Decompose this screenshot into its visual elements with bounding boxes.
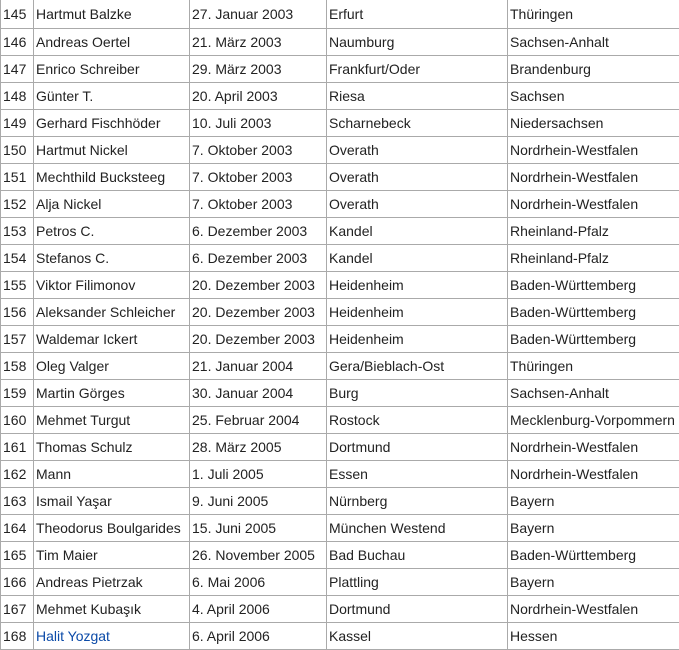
table-row (1, 380, 679, 407)
table-row (1, 326, 679, 353)
place-cell: Dortmund (327, 434, 508, 461)
place-cell: Dortmund (327, 596, 508, 623)
place-cell: Overath (327, 164, 508, 191)
name-cell: Mehmet Turgut (34, 407, 190, 434)
state-cell: Bayern (508, 569, 679, 596)
row-number-cell: 167 (1, 596, 34, 623)
row-number-cell: 155 (1, 272, 34, 299)
table-row (1, 29, 679, 56)
date-cell: 6. Mai 2006 (190, 569, 327, 596)
state-cell: Rheinland-Pfalz (508, 245, 679, 272)
table-row (1, 542, 679, 569)
name-cell: Aleksander Schleicher (34, 299, 190, 326)
name-cell: Ismail Yaşar (34, 488, 190, 515)
state-cell: Thüringen (508, 0, 679, 29)
table-row (1, 596, 679, 623)
place-cell: Overath (327, 137, 508, 164)
row-number-cell: 158 (1, 353, 34, 380)
name-cell: Petros C. (34, 218, 190, 245)
state-cell: Sachsen (508, 83, 679, 110)
row-number-cell: 160 (1, 407, 34, 434)
row-number-cell: 168 (1, 623, 34, 650)
name-cell: Andreas Pietrzak (34, 569, 190, 596)
state-cell: Mecklenburg-Vorpommern (508, 407, 679, 434)
table-row (1, 353, 679, 380)
date-cell: 10. Juli 2003 (190, 110, 327, 137)
date-cell: 20. Dezember 2003 (190, 326, 327, 353)
name-cell: Stefanos C. (34, 245, 190, 272)
state-cell: Baden-Württemberg (508, 272, 679, 299)
name-cell: Waldemar Ickert (34, 326, 190, 353)
place-cell: München Westend (327, 515, 508, 542)
place-cell: Kandel (327, 245, 508, 272)
date-cell: 20. Dezember 2003 (190, 272, 327, 299)
state-cell: Nordrhein-Westfalen (508, 596, 679, 623)
place-cell: Heidenheim (327, 299, 508, 326)
place-cell: Bad Buchau (327, 542, 508, 569)
date-cell: 6. Dezember 2003 (190, 245, 327, 272)
row-number-cell: 163 (1, 488, 34, 515)
name-cell: Enrico Schreiber (34, 56, 190, 83)
place-cell: Overath (327, 191, 508, 218)
place-cell: Kandel (327, 218, 508, 245)
place-cell: Scharnebeck (327, 110, 508, 137)
name-cell: Günter T. (34, 83, 190, 110)
row-number-cell: 149 (1, 110, 34, 137)
date-cell: 20. April 2003 (190, 83, 327, 110)
state-cell: Brandenburg (508, 56, 679, 83)
place-cell: Heidenheim (327, 272, 508, 299)
row-number-cell: 157 (1, 326, 34, 353)
state-cell: Baden-Württemberg (508, 326, 679, 353)
table-row (1, 56, 679, 83)
date-cell: 30. Januar 2004 (190, 380, 327, 407)
name-cell: Alja Nickel (34, 191, 190, 218)
date-cell: 27. Januar 2003 (190, 0, 327, 29)
date-cell: 25. Februar 2004 (190, 407, 327, 434)
row-number-cell: 151 (1, 164, 34, 191)
date-cell: 26. November 2005 (190, 542, 327, 569)
row-number-cell: 153 (1, 218, 34, 245)
state-cell: Nordrhein-Westfalen (508, 164, 679, 191)
state-cell: Baden-Württemberg (508, 542, 679, 569)
state-cell: Sachsen-Anhalt (508, 380, 679, 407)
state-cell: Nordrhein-Westfalen (508, 191, 679, 218)
state-cell: Baden-Württemberg (508, 299, 679, 326)
date-cell: 29. März 2003 (190, 56, 327, 83)
table-row (1, 191, 679, 218)
row-number-cell: 161 (1, 434, 34, 461)
row-number-cell: 145 (1, 0, 34, 29)
state-cell: Nordrhein-Westfalen (508, 434, 679, 461)
state-cell: Thüringen (508, 353, 679, 380)
name-cell (34, 623, 190, 650)
date-cell: 15. Juni 2005 (190, 515, 327, 542)
name-cell: Mann (34, 461, 190, 488)
name-cell: Oleg Valger (34, 353, 190, 380)
place-cell: Naumburg (327, 29, 508, 56)
name-link[interactable]: Halit Yozgat (36, 628, 110, 644)
row-number-cell: 148 (1, 83, 34, 110)
table-row (1, 0, 679, 29)
state-cell: Sachsen-Anhalt (508, 29, 679, 56)
state-cell: Rheinland-Pfalz (508, 218, 679, 245)
table-body (1, 0, 679, 650)
table-row (1, 515, 679, 542)
name-cell: Viktor Filimonov (34, 272, 190, 299)
date-cell: 21. Januar 2004 (190, 353, 327, 380)
place-cell: Riesa (327, 83, 508, 110)
name-cell: Tim Maier (34, 542, 190, 569)
name-cell: Mechthild Bucksteeg (34, 164, 190, 191)
table-row (1, 488, 679, 515)
table-row (1, 434, 679, 461)
date-cell: 6. Dezember 2003 (190, 218, 327, 245)
table-row (1, 83, 679, 110)
date-cell: 6. April 2006 (190, 623, 327, 650)
state-cell: Hessen (508, 623, 679, 650)
name-cell: Thomas Schulz (34, 434, 190, 461)
date-cell: 1. Juli 2005 (190, 461, 327, 488)
table-row (1, 137, 679, 164)
table-row (1, 164, 679, 191)
place-cell: Gera/Bieblach-Ost (327, 353, 508, 380)
name-cell: Hartmut Balzke (34, 0, 190, 29)
row-number-cell: 164 (1, 515, 34, 542)
name-cell: Mehmet Kubaşık (34, 596, 190, 623)
table-row (1, 272, 679, 299)
name-cell: Andreas Oertel (34, 29, 190, 56)
table-row (1, 245, 679, 272)
table-row (1, 461, 679, 488)
row-number-cell: 154 (1, 245, 34, 272)
date-cell: 28. März 2005 (190, 434, 327, 461)
name-cell: Theodorus Boulgarides (34, 515, 190, 542)
row-number-cell: 156 (1, 299, 34, 326)
date-cell: 20. Dezember 2003 (190, 299, 327, 326)
date-cell: 7. Oktober 2003 (190, 191, 327, 218)
date-cell: 7. Oktober 2003 (190, 137, 327, 164)
name-cell: Gerhard Fischhöder (34, 110, 190, 137)
place-cell: Frankfurt/Oder (327, 56, 508, 83)
place-cell: Erfurt (327, 0, 508, 29)
place-cell: Rostock (327, 407, 508, 434)
table-row (1, 110, 679, 137)
state-cell: Nordrhein-Westfalen (508, 137, 679, 164)
row-number-cell: 166 (1, 569, 34, 596)
row-number-cell: 147 (1, 56, 34, 83)
table-row (1, 218, 679, 245)
place-cell: Essen (327, 461, 508, 488)
table-row (1, 623, 679, 650)
state-cell: Bayern (508, 488, 679, 515)
state-cell: Bayern (508, 515, 679, 542)
date-cell: 9. Juni 2005 (190, 488, 327, 515)
name-cell: Hartmut Nickel (34, 137, 190, 164)
state-cell: Nordrhein-Westfalen (508, 461, 679, 488)
place-cell: Nürnberg (327, 488, 508, 515)
row-number-cell: 146 (1, 29, 34, 56)
row-number-cell: 165 (1, 542, 34, 569)
row-number-cell: 150 (1, 137, 34, 164)
name-cell: Martin Görges (34, 380, 190, 407)
table-row (1, 299, 679, 326)
row-number-cell: 159 (1, 380, 34, 407)
state-cell: Niedersachsen (508, 110, 679, 137)
table-row (1, 407, 679, 434)
date-cell: 21. März 2003 (190, 29, 327, 56)
place-cell: Burg (327, 380, 508, 407)
table-row (1, 569, 679, 596)
place-cell: Kassel (327, 623, 508, 650)
date-cell: 7. Oktober 2003 (190, 164, 327, 191)
place-cell: Heidenheim (327, 326, 508, 353)
row-number-cell: 152 (1, 191, 34, 218)
date-cell: 4. April 2006 (190, 596, 327, 623)
place-cell: Plattling (327, 569, 508, 596)
row-number-cell: 162 (1, 461, 34, 488)
